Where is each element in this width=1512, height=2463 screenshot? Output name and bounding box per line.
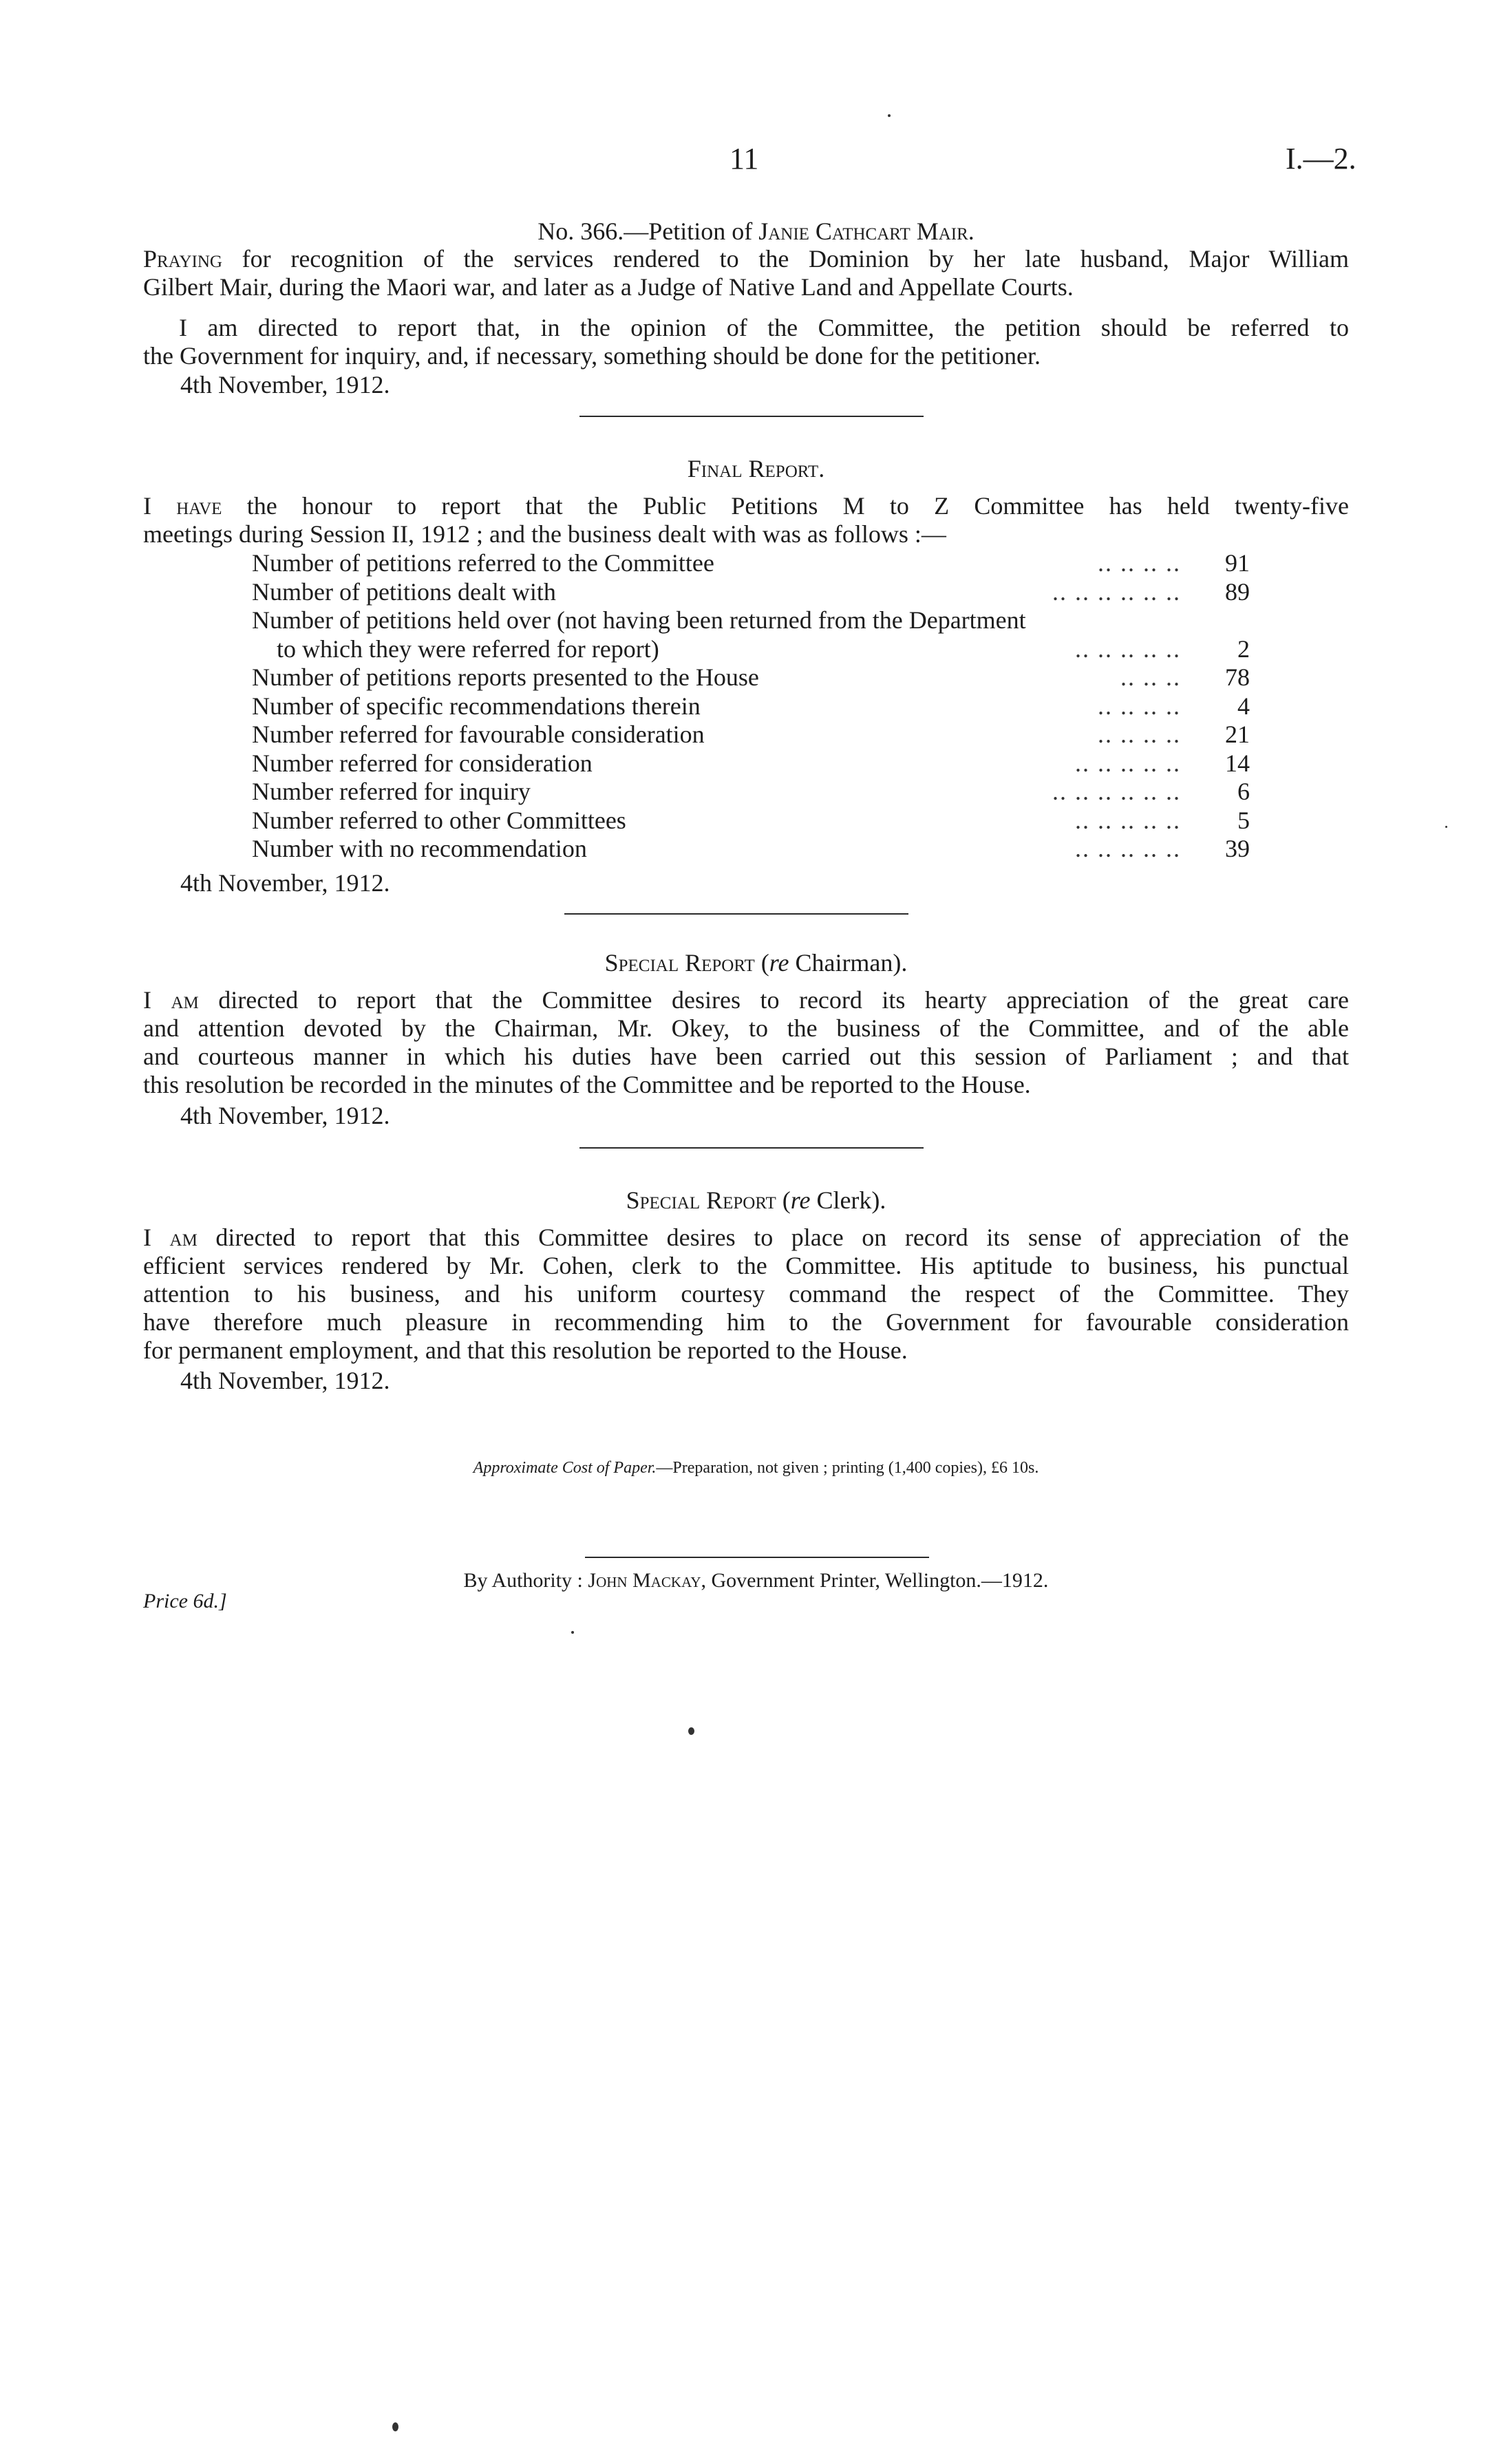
- clerk-line-1: [143, 1224, 1349, 1252]
- petition-report-paragraph: [143, 314, 1349, 370]
- stat-row: [252, 807, 1250, 835]
- leader-dots: .. .. ..: [1120, 663, 1181, 691]
- chairman-report-heading: [0, 948, 1512, 977]
- final-intro-lead: I have: [143, 492, 222, 520]
- chairman-line-3: and courteous manner in which his duties have been carried out this session of Parliament ; and that: [143, 1043, 1349, 1070]
- final-intro-line-1: [143, 492, 1349, 520]
- final-report-heading: Final Report.: [687, 455, 825, 482]
- clerk-heading-a: Special Report (: [626, 1186, 791, 1214]
- stat-value: 21: [1225, 721, 1250, 748]
- stat-value: 5: [1237, 806, 1250, 834]
- stat-value: 2: [1237, 635, 1250, 663]
- stat-value: 6: [1237, 778, 1250, 805]
- chairman-heading-a: Special Report (: [604, 949, 769, 977]
- printer-imprint: [0, 1569, 1512, 1592]
- clerk-lead: I am: [143, 1224, 198, 1251]
- stat-label: Number referred for inquiry: [252, 778, 540, 807]
- leader-dots: .. .. .. .. .. ..: [1052, 778, 1181, 805]
- section-divider: [564, 913, 908, 915]
- final-report-intro: [143, 492, 1349, 548]
- final-report-date: 4th November, 1912.: [180, 869, 390, 897]
- stat-row: [252, 549, 1250, 578]
- final-intro-line-2: meetings during Session II, 1912 ; and the business dealt with was as follows :—: [143, 520, 946, 548]
- cost-label: Approximate Cost of Paper.: [473, 1459, 657, 1477]
- chairman-text-1: directed to report that the Committee desires to record its hearty appreciation of the great care: [218, 986, 1349, 1014]
- stat-row: [252, 692, 1250, 721]
- petition-prayer-paragraph: [143, 245, 1349, 301]
- scan-speck: [688, 1727, 694, 1735]
- chairman-line-2: and attention devoted by the Chairman, Mr. Okey, to the business of the Committee, and of the able: [143, 1014, 1349, 1042]
- printer-prefix: By Authority :: [463, 1569, 588, 1592]
- stat-label: Number with no recommendation: [252, 835, 597, 864]
- stat-value: 39: [1225, 835, 1250, 862]
- footer-divider: [585, 1557, 929, 1558]
- final-intro-text-1: the honour to report that the Public Petitions M to Z Committee has held twenty-five: [246, 492, 1349, 520]
- clerk-line-4: have therefore much pleasure in recommending him to the Government for favourable consideration: [143, 1308, 1349, 1336]
- petition-heading-prefix: No. 366.—Petition of: [537, 217, 759, 245]
- petition-report-line-2: the Government for inquiry, and, if necessary, something should be done for the petitioner.: [143, 342, 1041, 370]
- petition-prayer-text-1: for recognition of the services rendered to the Dominion by her late husband, Major William: [242, 245, 1349, 273]
- leader-dots: .. .. .. ..: [1098, 721, 1181, 748]
- petition-prayer-lead: Praying: [143, 245, 222, 273]
- stat-row: [252, 578, 1250, 607]
- stat-row: [252, 635, 1250, 664]
- leader-dots: .. .. .. .. ..: [1075, 635, 1181, 663]
- scan-speck: [1445, 826, 1447, 828]
- section-divider: [579, 1147, 924, 1149]
- leader-dots: .. .. .. ..: [1098, 549, 1181, 577]
- leader-dots: .. .. .. .. ..: [1075, 806, 1181, 834]
- price-label: Price 6d.]: [143, 1590, 227, 1612]
- leader-dots: .. .. .. ..: [1098, 692, 1181, 720]
- clerk-report-heading: [0, 1186, 1512, 1215]
- page-number: 11: [730, 142, 759, 175]
- statistics-list: [252, 549, 1250, 864]
- leader-dots: .. .. .. .. ..: [1075, 749, 1181, 777]
- scan-speck: [571, 1631, 574, 1634]
- clerk-line-3: attention to his business, and his uniform courtesy command the respect of the Committee. They: [143, 1280, 1349, 1308]
- petition-report-line-1: I am directed to report that, in the opinion of the Committee, the petition should be referred to: [179, 314, 1349, 341]
- leader-dots: .. .. .. .. ..: [1075, 835, 1181, 862]
- stat-row: [252, 778, 1250, 807]
- petition-heading: [0, 217, 1512, 246]
- cost-of-paper-note: [0, 1459, 1512, 1478]
- stat-row: [252, 721, 1250, 749]
- stat-label: Number referred to other Committees: [252, 807, 636, 835]
- stat-row: [252, 663, 1250, 692]
- stat-label: Number of specific recommendations therein: [252, 692, 710, 721]
- stat-label: Number referred for favourable consideration: [252, 721, 714, 749]
- stat-row: [252, 835, 1250, 864]
- clerk-text-1: directed to report that this Committee desires to place on record its sense of appreciation of the: [215, 1224, 1350, 1251]
- chairman-line-4: this resolution be recorded in the minutes of the Committee and be reported to the House.: [143, 1071, 1031, 1098]
- chairman-heading-re: re: [769, 949, 789, 977]
- clerk-heading-re: re: [790, 1186, 811, 1214]
- printer-suffix: , Government Printer, Wellington.—1912.: [701, 1569, 1049, 1592]
- leader-dots: .. .. .. .. .. ..: [1052, 577, 1181, 606]
- scan-speck: [392, 2422, 398, 2431]
- stat-value: 78: [1225, 663, 1250, 691]
- petition-prayer-line-1: [143, 245, 1349, 273]
- petition-date: 4th November, 1912.: [180, 371, 390, 398]
- chairman-lead: I am: [143, 986, 199, 1014]
- stat-label: Number of petitions dealt with: [252, 578, 566, 607]
- clerk-report-paragraph: [143, 1224, 1349, 1365]
- petition-prayer-line-2: Gilbert Mair, during the Maori war, and later as a Judge of Native Land and Appellate Courts.: [143, 273, 1074, 301]
- stat-value: 14: [1225, 749, 1250, 777]
- stat-value: 4: [1237, 692, 1250, 720]
- petitioner-name: Janie Cathcart Mair.: [758, 217, 975, 245]
- clerk-heading-b: Clerk).: [810, 1186, 886, 1214]
- chairman-line-1: [143, 986, 1349, 1014]
- section-divider: [579, 416, 924, 417]
- scan-speck: [888, 114, 891, 117]
- stat-label: Number referred for consideration: [252, 749, 602, 778]
- stat-value: 89: [1225, 577, 1250, 606]
- stat-value: 91: [1225, 549, 1250, 577]
- document-reference: I.—2.: [1286, 142, 1356, 175]
- chairman-report-date: 4th November, 1912.: [180, 1102, 390, 1129]
- printer-name: John Mackay: [588, 1569, 701, 1592]
- stat-label: Number of petitions held over (not having been returned from the Department: [252, 606, 1026, 634]
- stat-label: to which they were referred for report): [277, 635, 669, 664]
- stat-label: Number of petitions referred to the Committee: [252, 549, 724, 578]
- stat-row: [252, 749, 1250, 778]
- stat-label: Number of petitions reports presented to the House: [252, 663, 769, 692]
- cost-text: —Preparation, not given ; printing (1,400 copies), £6 10s.: [656, 1459, 1039, 1477]
- clerk-line-2: efficient services rendered by Mr. Cohen, clerk to the Committee. His aptitude to business, his punctual: [143, 1252, 1349, 1279]
- chairman-report-paragraph: [143, 986, 1349, 1099]
- stat-row: [252, 606, 1250, 635]
- clerk-line-5: for permanent employment, and that this resolution be reported to the House.: [143, 1336, 908, 1364]
- chairman-heading-b: Chairman).: [789, 949, 908, 977]
- clerk-report-date: 4th November, 1912.: [180, 1367, 390, 1394]
